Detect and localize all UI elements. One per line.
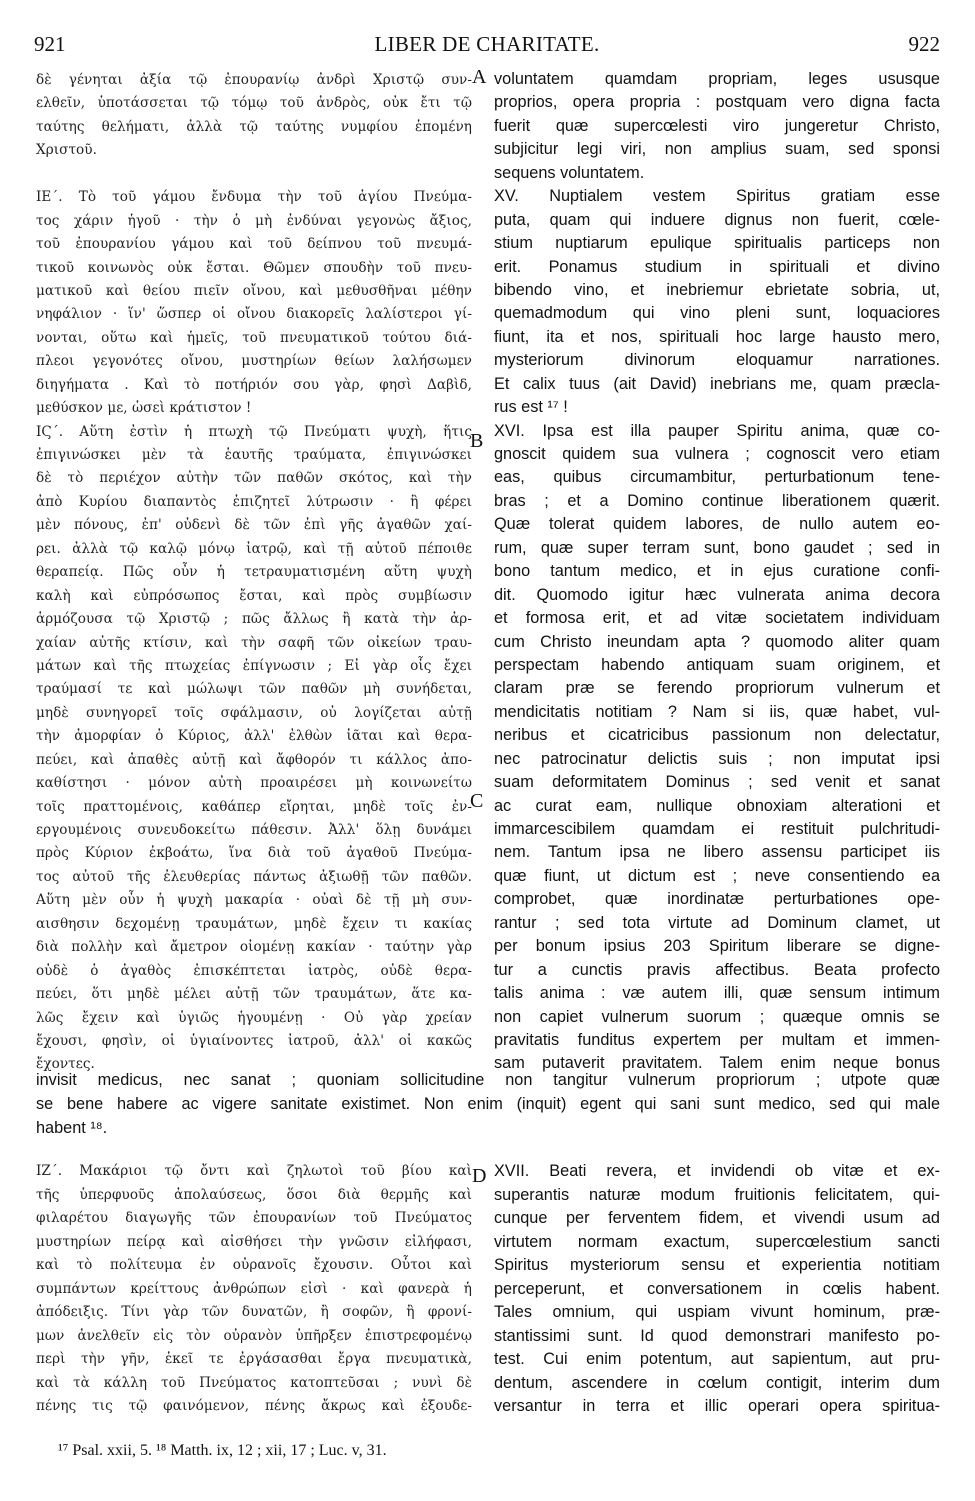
text-line: Tales omnium, qui uspiam vivunt hominum, præ- [494, 1303, 940, 1321]
text-line: erit. Ponamus studium in spirituali et divino [494, 257, 940, 276]
text-line: talis anima : væ autem illi, quæ sensum intimum [494, 984, 940, 1003]
text-line: eas, quibus circumambitur, perturbationum tene- [494, 468, 940, 487]
text-line: καὶ τὸ πολίτευμα ἐν οὐρανοῖς ἔχουσιν. Οὗτοι καὶ [36, 1257, 472, 1273]
text-line: τραύμασί τε καὶ μώλωψι τῶν παθῶν μὴ συνήδεται, [36, 681, 472, 698]
text-line: rum, quæ super terram sunt, bono gaudet ; sed in [494, 538, 940, 557]
text-line: ματικοῦ καὶ θείου πιεῖν οἴνου, καὶ μεθυσθῆναι μέθην [36, 282, 472, 299]
text-line: non capiet vulnerum suorum ; quæque omnis se [494, 1007, 940, 1026]
left-page-number: 921 [34, 32, 66, 56]
text-line: τοῖς πραττομένοις, καθάπερ εἴρηται, μηδὲ τοῖς ἐν- [36, 798, 472, 815]
text-line: nec patrocinatur delictis suis ; non imputat ipsi [494, 749, 940, 768]
text-line: virtutem normam exactum, supercœlestium sancti [494, 1232, 940, 1251]
text-line: τὴν ἀμορφίαν ὁ Κύριος, ἀλλ' ἐλθὼν ἰᾶται καὶ θερα- [36, 728, 472, 745]
text-line: XVI. Ipsa est illa pauper Spiritu anima, quæ co- [494, 421, 940, 440]
text-line: οὐδὲ ὁ ἀγαθὸς ἐπισκέπτεται ἰατρὸς, οὐδὲ θερα- [36, 962, 472, 979]
text-line: pravitatis funditus expertem per multam et immen- [494, 1030, 940, 1049]
text-line: Et calix tuus (ait David) inebrians me, quam præcla- [494, 374, 940, 393]
right-page-number: 922 [908, 32, 940, 56]
text-line: ρει. ἀλλὰ τῷ καλῷ μόνῳ ἰατρῷ, καὶ τῇ αὐτοῦ πέποιθε [36, 540, 472, 557]
text-line: suam deformitatem Dominus ; sed venit et sanat [494, 773, 940, 792]
text-line: φιλαρέτου διαγωγῆς τῶν ἐπουρανίων τοῦ Πνεύματος [36, 1210, 472, 1226]
text-line: ἔχοντες. [36, 1056, 95, 1073]
text-line: bras ; et a Domino continue liberationem quærit. [494, 491, 940, 510]
text-line: ΙΕ΄. Τὸ τοῦ γάμου ἔνδυμα τὴν τοῦ ἁγίου Πνεύμα- [36, 189, 472, 206]
text-line: tur a cunctis pravis affectibus. Beata profecto [494, 960, 940, 979]
text-line: τοῦ ἐπουρανίου γάμου καὶ τοῦ δείπνου τοῦ πνευμά- [36, 236, 472, 253]
footnotes: ¹⁷ Psal. xxii, 5. ¹⁸ Matth. ix, 12 ; xii, 17 ; Luc. v, 31. [58, 1442, 387, 1459]
greek-column-bottom [36, 1160, 472, 1419]
text-line: θεραπείᾳ. Πῶς οὖν ἡ τετραυματισμένη αὕτη ψυχὴ [36, 564, 472, 581]
text-line: ἔχουσι, φησὶν, οἱ ὑγιαίνοντες ἰατροῦ, ἀλλ' οἱ κακῶς [36, 1032, 472, 1049]
text-line: πεύει, ὅτι μηδὲ μέλει αὐτῇ τῶν τραυμάτων, ἅτε κα- [36, 986, 472, 1003]
text-line: sequens voluntatem. [494, 163, 645, 182]
text-line: διηγήματα . Καὶ τὸ ποτήριόν σου γὰρ, φησὶ Δαβὶδ, [36, 376, 472, 393]
text-line: νηφάλιον · ἵν' ὥσπερ οἱ οἴνου διακορεῖς λαλίστεροι γί- [36, 306, 472, 323]
text-line: se bene habere ac vigere sanitate existimet. Non enim (inquit) egent qui sani sunt medico, sed qui male [36, 1095, 940, 1113]
text-line: stium nuptiarum epulique spiritualis particeps non [494, 234, 940, 253]
text-line: καὶ τὰ κάλλη τοῦ Πνεύματος κατοπτεῦσαι ; νυνὶ δὲ [36, 1374, 472, 1391]
text-line: πένης τις τῷ φαινόμενον, πένης ἄκρως καὶ ἐξουδε- [36, 1398, 472, 1414]
text-line: συμπάντων κρείττους ἀνθρώπων εἰσὶ · καὶ φανερὰ ἡ [36, 1280, 472, 1297]
text-line: subjicitur legi viri, non amplius suam, sed sponsi [494, 140, 940, 159]
text-line: τος χάριν ἡγοῦ · τὴν ὁ μὴ ἐνδύναι γεγονὼς ἄξιος, [36, 212, 472, 229]
text-line: et formosa erit, et ad vitæ societatem individuam [494, 609, 940, 628]
text-line: Αὕτη μὲν οὖν ἡ ψυχὴ μακαρία · οὐαὶ δὲ τῇ μὴ συν- [36, 892, 472, 909]
text-line: Quæ tolerat quidem labores, de nullo autem eo- [494, 515, 940, 534]
latin-column-top [494, 68, 940, 1076]
text-line: νονται, οὕτω καὶ ἡμεῖς, τοῦ πνευματικοῦ τούτου διά- [36, 329, 472, 346]
text-line: ΙϚ΄. Αὕτη ἐστὶν ἡ πτωχὴ τῷ Πνεύματι ψυχὴ, ἥτις [36, 423, 472, 440]
text-line: neribus et cicatricibus passionum non delectatur, [494, 726, 940, 745]
text-line: δὲ γένηται ἀξία τῷ ἐπουρανίῳ ἀνδρὶ Χριστῷ συν- [36, 72, 472, 88]
text-line: τος αὐτοῦ τῆς ἐλευθερίας πάντως ἀξιωθῇ τῶν παθῶν. [36, 868, 472, 885]
text-line: εργουμένοις συνευδοκείτω πάθεσιν. Ἀλλ' ὅλῃ δυνάμει [36, 822, 472, 838]
text-line: quemadmodum qui vino pleni sunt, loquaciores [494, 304, 940, 323]
text-line: ἁρμόζουσα τῷ Χριστῷ ; πῶς ἄλλως ἢ κατὰ τὴν ἀρ- [36, 611, 472, 628]
text-line: mysteriorum divinorum eloquamur narrationes. [494, 351, 940, 370]
text-line: rantur ; sed tota virtute ad Dominum clamet, ut [494, 913, 940, 932]
text-line: ac curat eam, nullique obnoxiam alterationi et [494, 796, 940, 815]
text-line: αισθησιν δεχομένῃ τραυμάτων, μηδὲ ἔχειν τι κακίας [36, 915, 472, 932]
text-line: ταύτης θελήματι, ἀλλὰ τῷ ταύτης νυμφίου ἑπομένη [36, 118, 472, 135]
text-line: quæ fiunt, ut dictum est ; neve consentiendo ea [494, 866, 940, 885]
text-line: voluntatem quamdam propriam, leges ususque [494, 70, 940, 88]
text-line: μυστηρίων πείρᾳ καὶ αἰσθήσει τὴν γνῶσιν εἰλήφασι, [36, 1233, 472, 1250]
text-line: stantissimi sunt. Id quod demonstrari manifesto po- [494, 1326, 940, 1345]
text-line: proprios, opera propria : postquam vero digna facta [494, 93, 940, 112]
text-line: διὰ πολλὴν καὶ ἄμετρον οἰομένῃ κακίαν · ταύτην γὰρ [36, 939, 472, 956]
text-line: superantis naturæ modum fruitionis felicitatem, qui- [494, 1185, 940, 1204]
text-line: ΙΖ΄. Μακάριοι τῷ ὄντι καὶ ζηλωτοὶ τοῦ βίου καὶ [36, 1163, 472, 1179]
text-line: Χριστοῦ. [36, 142, 97, 159]
greek-column-top [36, 69, 472, 1077]
text-line: dentum, ascendere in cœlum contigit, interim dum [494, 1373, 940, 1392]
margin-marker-b: B [470, 430, 484, 452]
text-line: τῆς ὑπερφυοῦς ἀπολαύσεως, ὅσοι διὰ θερμῆς καὶ [36, 1186, 472, 1203]
text-line: invisit medicus, nec sanat ; quoniam sollicitudine non tangitur vulnerum propriorum ; utpote quæ [36, 1071, 940, 1089]
text-line: Spiritus mysteriorum sensu et experientia notitiam [494, 1256, 940, 1274]
margin-marker-d: D [472, 1165, 487, 1187]
text-line: ἀπὸ Κυρίου διαπαντὸς ἐπιζητεῖ λύτρωσιν · ἢ φέρει [36, 493, 472, 510]
text-line: bono tantum medico, et in ejus curatione confi- [494, 562, 940, 581]
text-line: χαίαν αὐτῆς κτίσιν, καὶ τὴν σαφῆ τῶν οἰκείων τραυ- [36, 634, 472, 651]
text-line: habent ¹⁸. [36, 1119, 108, 1137]
margin-marker-a: A [472, 66, 487, 88]
text-line: dit. Quomodo igitur hæc vulnerata anima decora [494, 585, 940, 604]
text-line: μάτων καὶ τῆς πτωχείας ἐπίγνωσιν ; Εἰ γὰρ οἷς ἔχει [36, 657, 472, 674]
text-line: ἐπιγινώσκει μὲν τὰ ἑαυτῆς τραύματα, ἐπιγινώσκει [36, 447, 472, 463]
text-line: XVII. Beati revera, et invidendi ob vitæ et ex- [494, 1162, 940, 1180]
text-line: fuerit quæ supercœlesti viro jungeretur Christo, [494, 116, 940, 135]
running-header [34, 32, 940, 58]
text-line: fiunt, ita et nos, spirituali hoc large hausto mero, [494, 327, 940, 346]
text-line: per bonum ipsius 203 Spiritum liberare se digne- [494, 937, 940, 956]
text-line: cunque per ferventem fidem, et vivendi usum ad [494, 1209, 940, 1227]
text-line: μὲν πόνους, ἐπ' οὐδενὶ δὲ τῶν ἐπὶ γῆς ἀγαθῶν χαί- [36, 517, 472, 534]
text-line: gnoscit quidem sua vulnera ; cognoscit vero etiam [494, 445, 940, 463]
text-line: περὶ τὴν γῆν, ἐκεῖ τε ἐργάσασθαι ἔργα πνευματικὰ, [36, 1351, 472, 1367]
text-line: claram præ se ferendo propriorum vulnerum et [494, 679, 940, 698]
text-line: δὲ τὸ περιέχον αὐτὴν τῶν παθῶν σκότος, καὶ τὴν [36, 470, 472, 487]
text-line: ελθεῖν, ὑποτάσσεται τῷ τόμῳ τοῦ ἀνδρὸς, οὐκ ἔτι τῷ [36, 95, 472, 112]
text-line: πλεοι γεγονότες οἴνου, μυστηρίων θείων λαλήσωμεν [36, 353, 472, 370]
text-line: XV. Nuptialem vestem Spiritus gratiam esse [494, 187, 940, 206]
text-line: μεθύσκον με, ὡσεὶ κράτιστον ! [36, 400, 252, 417]
text-line: mendicitatis notitiam ? Nam si iis, quæ habet, vul- [494, 702, 940, 721]
text-line: τικοῦ κοινωνὸς οὐκ ἔσται. Θῶμεν σπουδὴν τοῦ πνευ- [36, 259, 472, 276]
margin-marker-c: C [470, 790, 484, 812]
text-line: πρὸς Κύριον ἐκβοάτω, ἵνα διὰ τοῦ ἀγαθοῦ Πνεύμα- [36, 845, 472, 862]
text-line: rus est ¹⁷ ! [494, 398, 568, 417]
text-line: μων ἀνελθεῖν εἰς τὸν οὐρανὸν ὑπῆρξεν ἐπιστρεφομένῳ [36, 1327, 472, 1344]
text-line: versantur in terra et illic operari opera spiritua- [494, 1397, 940, 1415]
text-line: πεύει, καὶ ἀπαθὲς αὐτῇ καὶ ἄφθορόν τι κάλλος ἀπο- [36, 751, 472, 768]
text-line: perceperunt, et conversationem in cœlis habent. [494, 1279, 940, 1298]
text-line: test. Cui enim potentum, aut sapientum, aut pru- [494, 1350, 940, 1368]
text-line: immarcescibilem quamdam ei restituit pulchritudi- [494, 820, 940, 838]
text-line: cum Christo ineundam apta ? quomodo aliter quam [494, 632, 940, 651]
text-line: perspectam habendo antiquam suam originem, et [494, 655, 940, 674]
text-line: καθίστησι · μόνον αὐτὴ προαιρέσει μὴ κοινωνείτω [36, 775, 472, 792]
text-line: καλὴ καὶ εὐπρόσωπος ἔσται, καὶ πρὸς συμβίωσιν [36, 587, 472, 604]
full-width-paragraph [36, 1068, 940, 1140]
text-line: nem. Tantum ipsa ne libero assensu participet iis [494, 843, 940, 862]
text-line: λῶς ἔχειν καὶ ὑγιῶς ἡγουμένῃ · Οὐ γὰρ χρείαν [36, 1009, 472, 1026]
text-line: bibendo vino, et inebriemur ebrietate sobria, ut, [494, 280, 940, 299]
text-line [36, 163, 472, 186]
text-line: ἀπόδειξις. Τίνι γὰρ τῶν δυνατῶν, ἢ σοφῶν, ἢ φρονί- [36, 1304, 472, 1320]
running-title: LIBER DE CHARITATE. [374, 32, 600, 56]
text-line: comprobet, quæ inordinatæ perturbationes ope- [494, 890, 940, 909]
text-line: puta, quam qui induere dignus non fuerit, cœle- [494, 210, 940, 229]
text-line: μηδὲ συνηγορεῖ τοῖς σφάλμασιν, οὐ λογίζεται αὐτῇ [36, 704, 472, 721]
text-line: sam putaverit pravitatem. Talem enim neque bonus [494, 1054, 940, 1073]
latin-column-bottom [494, 1160, 940, 1419]
